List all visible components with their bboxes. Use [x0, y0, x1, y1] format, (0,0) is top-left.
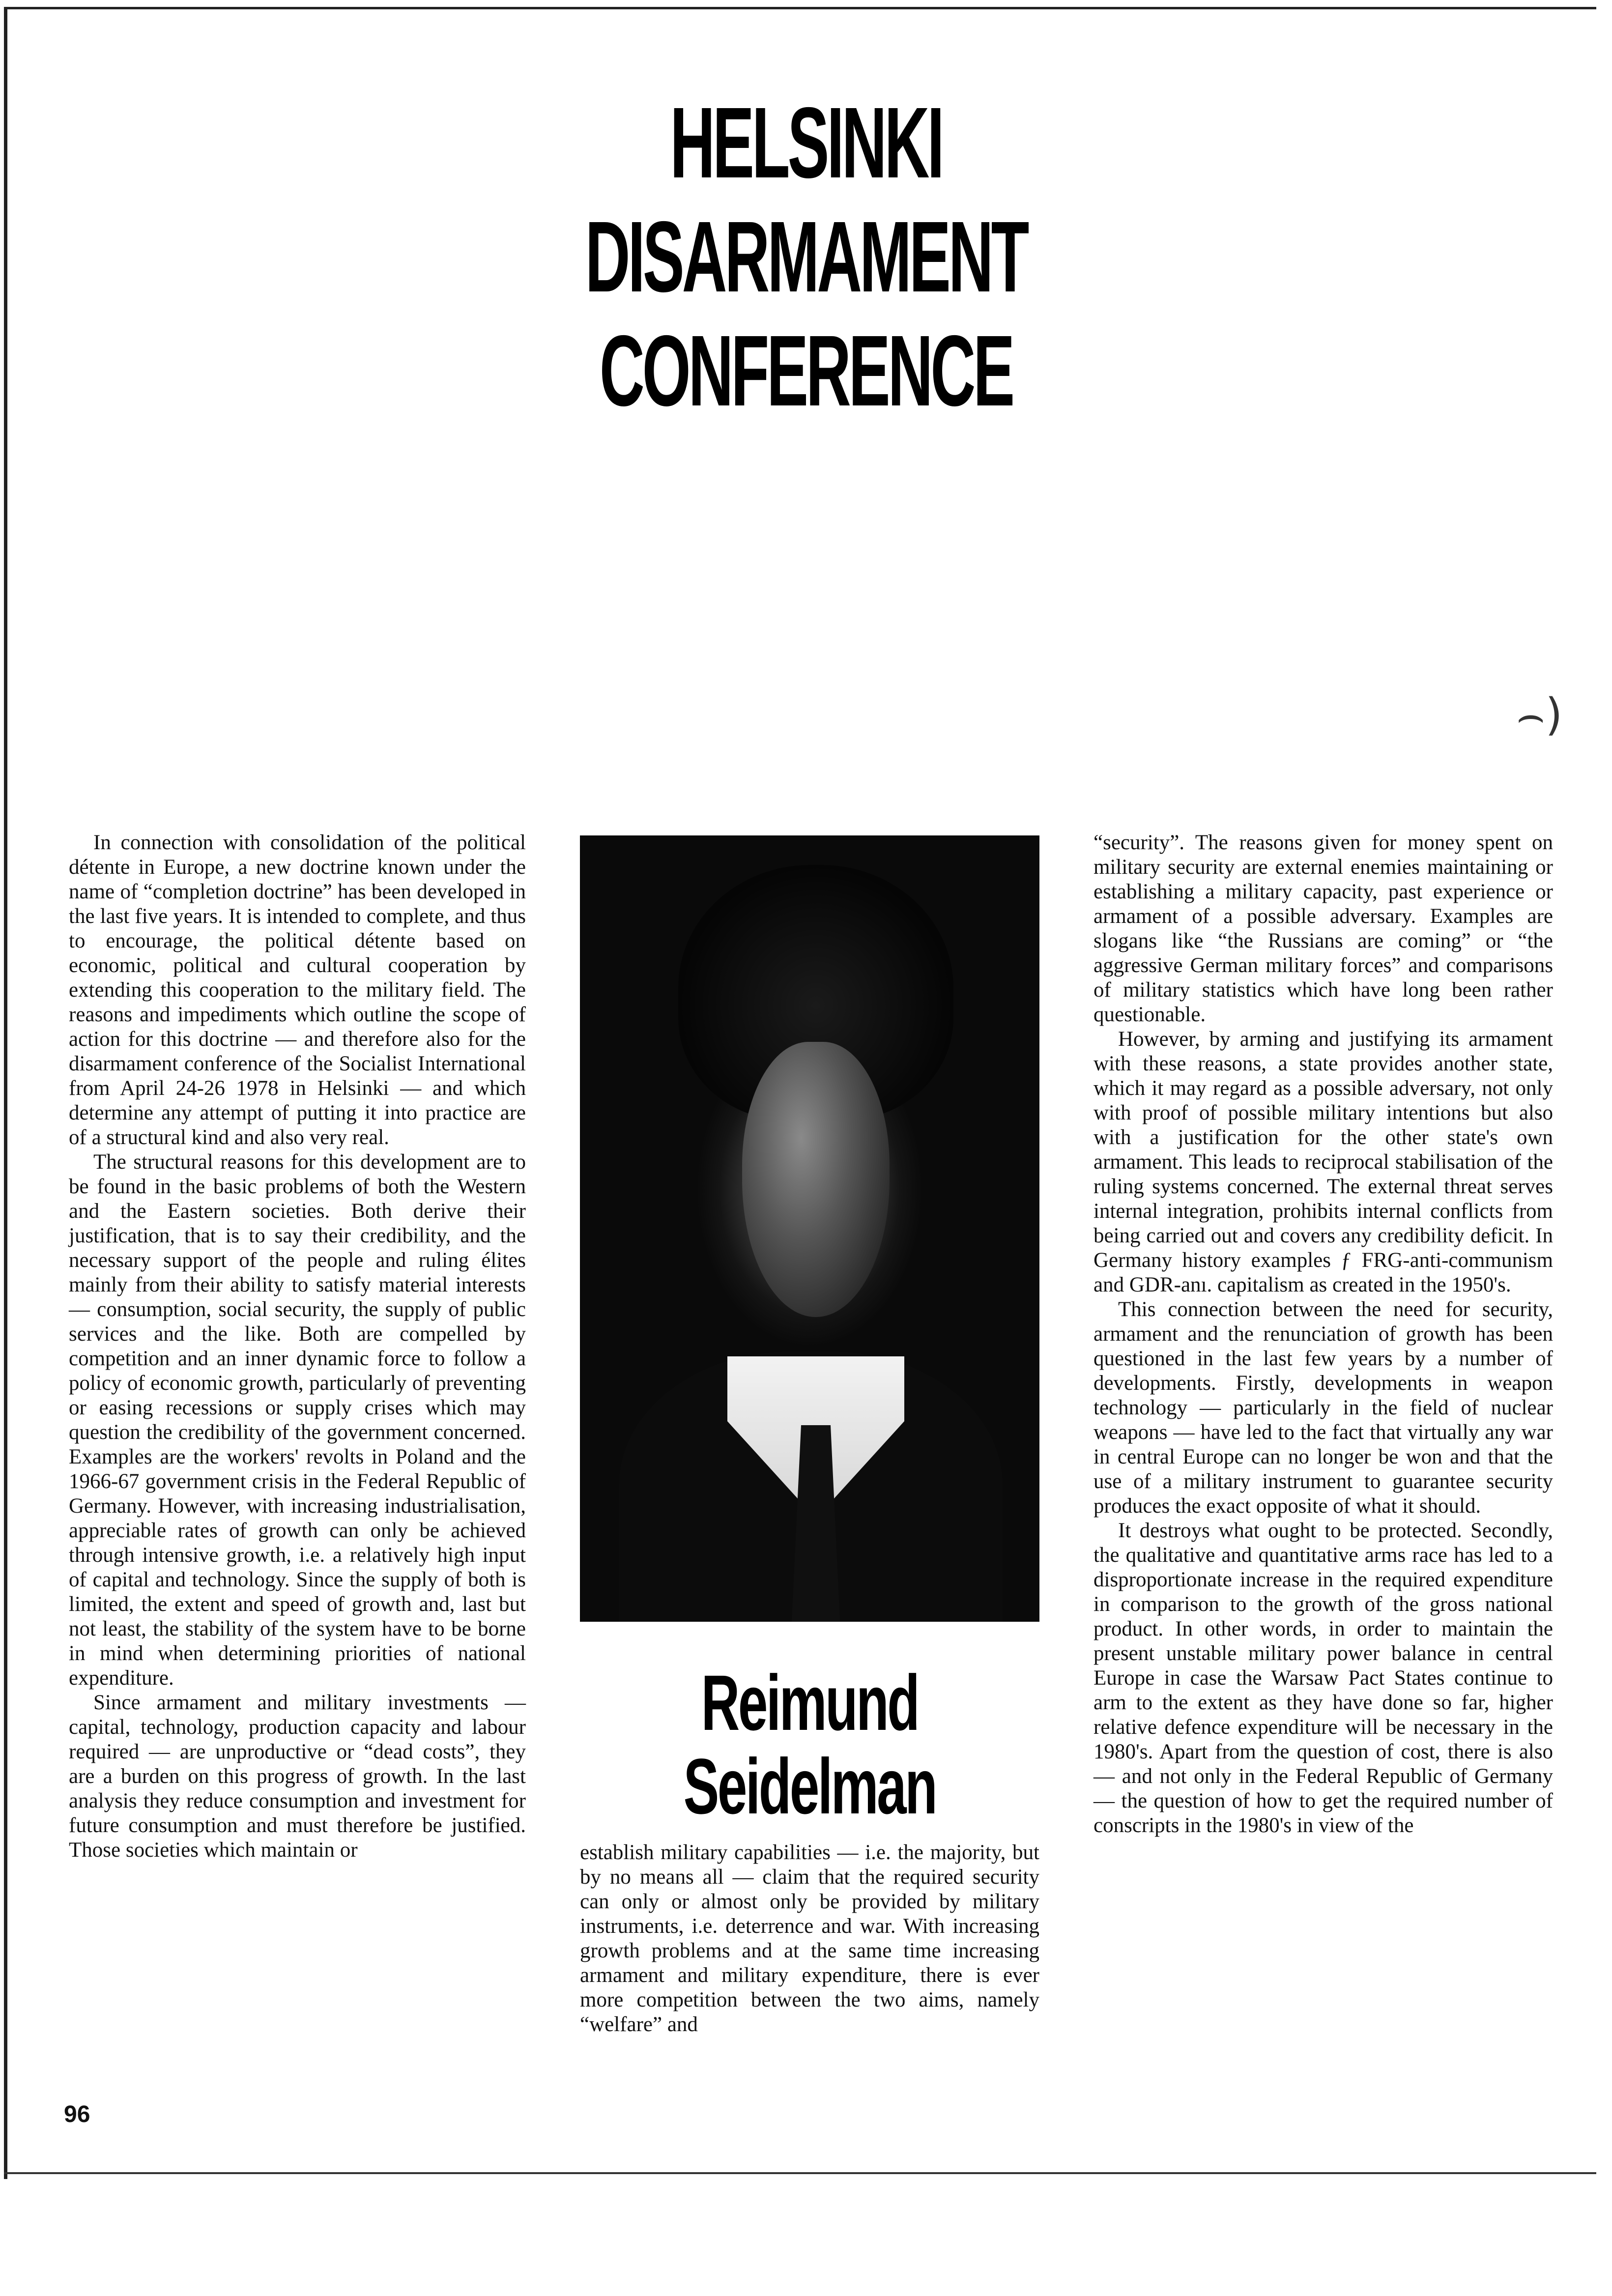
- author-first-name: Reimund: [701, 1659, 919, 1747]
- page-frame-bottom: [4, 2172, 1596, 2174]
- article-title: [0, 86, 1612, 428]
- title-line-1: HELSINKI: [670, 86, 942, 199]
- author-last-name: Seidelman: [683, 1742, 936, 1830]
- text-column-middle: [580, 1840, 1039, 2037]
- title-line-2: DISARMAMENT: [585, 201, 1027, 313]
- author-name: [580, 1661, 1039, 1828]
- text-column-right: [1094, 831, 1553, 1838]
- paragraph: In connection with consolidation of the political détente in Europe, a new doctrine known under the name of “completion doctrine” has been developed in the last five years. It is intended to complete, and thus to encourage, the political détente based on economic, political and cultural cooperation by extending this cooperation to the military field. The reasons and impediments which outline the scope of action for this doctrine — and therefore also for the disarmament conference of the Socialist International from April 24-26 1978 in Helsinki — and which determine any attempt of putting it into practice are of a structural kind and also very real.: [69, 831, 526, 1149]
- paragraph: Since armament and military investments — capital, technology, production capacity and labour required — are unproductive or “dead costs”, they are a burden on this progress of growth. In the last analysis they reduce consumption and investment for future consumption and must therefore be justified. Those societies which maintain or: [69, 1691, 526, 1862]
- page-frame-top: [4, 7, 1596, 9]
- text-column-left: [69, 831, 526, 1863]
- paragraph: establish military capabilities — i.e. the majority, but by no means all — claim that the required security can only or almost only be provided by military instruments, i.e. deterrence and war. With increasing growth problems and at the same time increasing armament and military expenditure, there is ever more competition between the two aims, namely “welfare” and: [580, 1841, 1039, 2036]
- margin-mark: ⌢): [1516, 689, 1563, 741]
- author-portrait-photo: [580, 835, 1039, 1622]
- paragraph: It destroys what ought to be protected. Secondly, the qualitative and quantitative arms race has led to a disproportionate increase in the required expenditure in comparison to the growth of the gross national product. In other words, in order to maintain the present unstable military power balance in central Europe in case the Warsaw Pact States continue to arm to the extent as they have done so far, higher relative defence expenditure will be necessary in the 1980's. Apart from the question of cost, there is also — and not only in the Federal Republic of Germany — the question of how to get the required number of conscripts in the 1980's in view of the: [1094, 1519, 1553, 1837]
- paragraph: This connection between the need for security, armament and the renunciation of growth has been questioned in the last few years by a number of developments. Firstly, developments in weapon technology — particularly in the field of nuclear weapons — have led to the fact that virtually any war in central Europe can no longer be won and that the use of a military instrument to guarantee security produces the exact opposite of what it should.: [1094, 1298, 1553, 1518]
- portrait-face: [742, 1042, 890, 1317]
- paragraph: The structural reasons for this development are to be found in the basic problems of both the Western and the Eastern societies. Both derive their justification, that is to say their credibility, and the necessary support of the people and ruling élites mainly from their ability to satisfy material interests — consumption, social security, the supply of public services and the like. Both are compelled by competition and an inner dynamic force to follow a policy of economic growth, particularly of preventing or easing recessions or supply crises which may question the credibility of the government concerned. Examples are the workers' revolts in Poland and the 1966-67 government crisis in the Federal Republic of Germany. However, with increasing industrialisation, appreciable rates of growth can only be achieved through intensive growth, i.e. a relatively high input of capital and technology. Since the supply of both is limited, the extent and speed of growth and, last but not least, the stability of the system have to be borne in mind when determining priorities of national expenditure.: [69, 1150, 526, 1690]
- title-line-3: CONFERENCE: [599, 315, 1013, 427]
- paragraph: However, by arming and justifying its armament with these reasons, a state provides another state, which it may regard as a possible adversary, not only with proof of possible military intentions but also with a justification for the other state's own armament. This leads to reciprocal stabilisation of the ruling systems concerned. The external threat serves internal integration, prohibits internal conflicts from being carried out and covers any credibility deficit. In Germany history examples ƒ FRG-anti-communism and GDR-anı. capitalism as created in the 1950's.: [1094, 1028, 1553, 1296]
- paragraph: “security”. The reasons given for money spent on military security are external enemies maintaining or establishing a military capacity, past experience or armament of a possible adversary. Examples are slogans like “the Russians are coming” or “the aggressive German military forces” and comparisons of military statistics which have long been rather questionable.: [1094, 831, 1553, 1026]
- page-number: 96: [64, 2101, 90, 2127]
